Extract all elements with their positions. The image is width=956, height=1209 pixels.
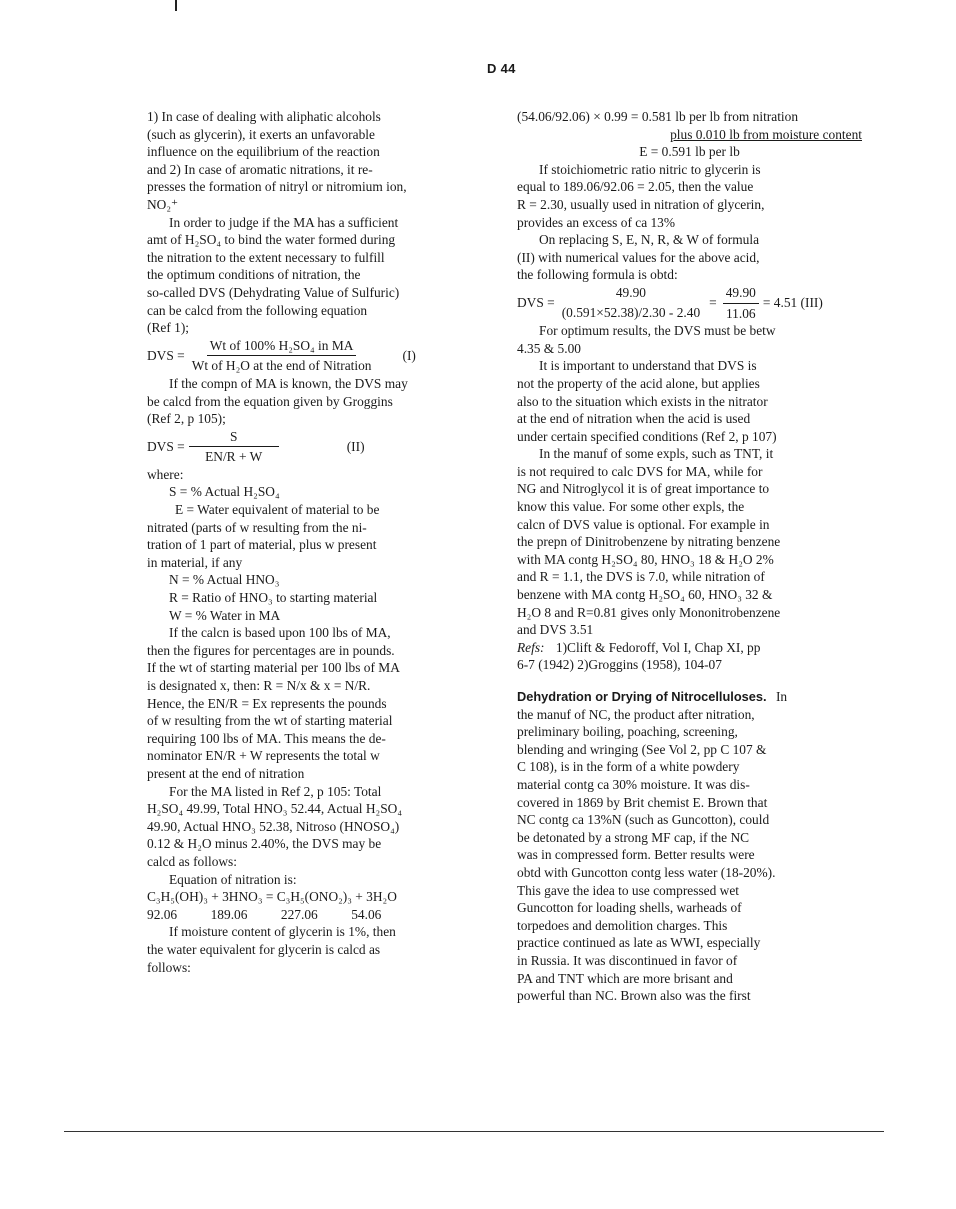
formula-denominator: Wt of H₂O at the end of Nitration xyxy=(191,358,372,374)
text-line: requiring 100 lbs of MA. This means the de- xyxy=(147,730,386,746)
text-line: 0.12 & H₂O minus 2.40%, the DVS may be xyxy=(147,836,382,852)
text-line: not the property of the acid alone, but applies xyxy=(517,375,760,391)
text-line: and R = 1.1, the DVS is 7.0, while nitration of xyxy=(517,569,765,585)
text-line: follows: xyxy=(147,959,191,975)
text-line: E = 0.591 lb per lb xyxy=(639,144,740,160)
formula-lhs: DVS = xyxy=(147,438,185,454)
text-line: 1) In case of dealing with aliphatic alcohols xyxy=(147,109,381,124)
text-line: the prepn of Dinitrobenzene by nitrating benzene xyxy=(517,534,781,550)
text-line: H₂O 8 and R=0.81 gives only Mononitrobenzene xyxy=(517,604,781,620)
text-line: If the wt of starting material per 100 lbs of MA xyxy=(147,660,400,676)
ref-entry: 1)Clift & Fedoroff, Vol I, Chap XI, pp xyxy=(555,639,761,655)
text-line: W = % Water in MA xyxy=(169,607,281,623)
text-line: It is important to understand that DVS is xyxy=(539,358,757,374)
text-line: (such as glycerin), it exerts an unfavorable xyxy=(147,126,375,142)
text-line: On replacing S, E, N, R, & W of formula xyxy=(539,232,760,248)
text-line: plus 0.010 lb from moisture content xyxy=(670,126,862,142)
text-line: (Ref 1); xyxy=(147,320,190,336)
text-line: powerful than NC. Brown also was the first xyxy=(517,988,751,1004)
formula-numerator: S xyxy=(189,428,279,448)
text-line: in material, if any xyxy=(147,554,243,570)
text-line: and DVS 3.51 xyxy=(517,622,594,638)
margin-mark xyxy=(175,0,177,11)
left-column xyxy=(147,108,469,976)
text-line: C 108), is in the form of a white powdery xyxy=(517,759,740,775)
formula-dvs-3 xyxy=(517,284,862,322)
text-line: This gave the idea to use compressed wet xyxy=(517,882,739,898)
text-line: blending and wringing (See Vol 2, pp C 107 & xyxy=(517,741,767,757)
text-line: If the calcn is based upon 100 lbs of MA, xyxy=(169,625,391,641)
text-line: be detonated by a strong MF cap, if the NC xyxy=(517,829,750,845)
text-line: If moisture content of glycerin is 1%, then xyxy=(169,924,396,940)
text-line: NC contg ca 13%N (such as Guncotton), could xyxy=(517,812,770,828)
text-line: tration of 1 part of material, plus w present xyxy=(147,537,377,553)
text-line: with MA contg H₂SO₄ 80, HNO₃ 18 & H₂O 2% xyxy=(517,551,774,567)
text-line: For the MA listed in Ref 2, p 105: Total xyxy=(169,783,382,799)
formula-denominator: 11.06 xyxy=(725,305,756,321)
text-line: calcn of DVS value is optional. For example in xyxy=(517,516,770,532)
text-line: presses the formation of nitryl or nitromium ion, xyxy=(147,179,407,195)
footer-rule xyxy=(64,1131,884,1132)
text-line: Guncotton for loading shells, warheads of xyxy=(517,900,742,916)
text-line: the following formula is obtd: xyxy=(517,267,678,283)
formula-result: = 4.51 (III) xyxy=(762,295,823,311)
formula-lhs: DVS = xyxy=(517,295,555,311)
text-line: In order to judge if the MA has a sufficient xyxy=(169,214,399,230)
text-line: the water equivalent for glycerin is calcd as xyxy=(147,941,381,957)
text-line: is not required to calc DVS for MA, while for xyxy=(517,463,763,479)
formula-denominator: (0.591×52.38)/2.30 - 2.40 xyxy=(561,305,701,321)
formula-numerator: Wt of 100% H₂SO₄ in MA xyxy=(207,337,357,357)
section-heading-line xyxy=(517,688,862,706)
formula-numerator: 49.90 xyxy=(615,285,646,301)
formula-tag: (I) xyxy=(402,348,416,364)
formula-equals: = xyxy=(709,295,717,311)
text-line: NO₂⁺ xyxy=(147,196,179,212)
text-line: can be calcd from the following equation xyxy=(147,302,368,318)
right-column xyxy=(517,108,862,1005)
ref-entry: 6-7 (1942) 2)Groggins (1958), 104-07 xyxy=(517,657,722,673)
text-line: in Russia. It was discontinued in favor of xyxy=(517,952,738,968)
text-line: the optimum conditions of nitration, the xyxy=(147,267,361,283)
formula-dvs-1 xyxy=(147,337,469,375)
text-line: at the end of nitration when the acid is used xyxy=(517,411,751,427)
text-line: practice continued as late as WWI, especially xyxy=(517,935,761,951)
text-line: provides an excess of ca 13% xyxy=(517,214,676,230)
text-line: amt of H₂SO₄ to bind the water formed during xyxy=(147,232,396,248)
text-line: 49.90, Actual HNO₃ 52.38, Nitroso (HNOSO₄) xyxy=(147,818,400,834)
text-line: present at the end of nitration xyxy=(147,765,305,781)
formula-tag: (II) xyxy=(346,438,365,454)
text-line: nitrated (parts of w resulting from the ni- xyxy=(147,519,367,535)
text-line: N = % Actual HNO₃ xyxy=(169,572,280,588)
text-line: In xyxy=(775,689,788,704)
text-line: In the manuf of some expls, such as TNT, it xyxy=(539,446,774,462)
text-line: so-called DVS (Dehydrating Value of Sulfuric) xyxy=(147,284,400,300)
text-line: (Ref 2, p 105); xyxy=(147,411,226,427)
text-line: If the compn of MA is known, the DVS may xyxy=(169,375,408,391)
text-line: Equation of nitration is: xyxy=(169,871,297,887)
text-line: the nitration to the extent necessary to fulfill xyxy=(147,249,385,265)
formula-dvs-2 xyxy=(147,428,469,466)
text-line: is designated x, then: R = N/x & x = N/R. xyxy=(147,678,371,693)
text-line: influence on the equilibrium of the reaction xyxy=(147,144,380,160)
text-line: torpedoes and demolition charges. This xyxy=(517,917,728,933)
text-line: R = 2.30, usually used in nitration of glycerin, xyxy=(517,196,765,212)
text-line: equal to 189.06/92.06 = 2.05, then the value xyxy=(517,179,754,195)
molar-masses: 92.06 189.06 227.06 54.06 xyxy=(147,906,382,922)
text-line: obtd with Guncotton contg less water (18-20%). xyxy=(517,864,776,880)
text-line: NG and Nitroglycol it is of great importance to xyxy=(517,481,770,497)
formula-denominator: EN/R + W xyxy=(205,449,263,465)
text-line: E = Water equivalent of material to be xyxy=(175,502,380,518)
text-line: S = % Actual H₂SO₄ xyxy=(169,484,280,500)
formula-lhs: DVS = xyxy=(147,348,185,364)
text-line: the manuf of NC, the product after nitration, xyxy=(517,706,755,722)
text-line: be calcd from the equation given by Groggins xyxy=(147,393,393,409)
refs-label: Refs: xyxy=(517,639,545,655)
refs-line xyxy=(517,639,862,657)
chemical-equation: C₃H₅(OH)₃ + 3HNO₃ = C₃H₅(ONO₂)₃ + 3H₂O xyxy=(147,889,397,905)
text-line: (II) with numerical values for the above acid, xyxy=(517,249,760,265)
text-line: where: xyxy=(147,466,184,482)
text-line: material contg ca 30% moisture. It was dis- xyxy=(517,776,750,792)
text-line: If stoichiometric ratio nitric to glycerin is xyxy=(539,161,761,177)
text-line: 4.35 & 5.00 xyxy=(517,340,581,356)
text-line: benzene with MA contg H₂SO₄ 60, HNO₃ 32 & xyxy=(517,587,773,603)
text-line: For optimum results, the DVS must be betw xyxy=(539,323,776,339)
text-line: (54.06/92.06) × 0.99 = 0.581 lb per lb from nitration xyxy=(517,109,799,124)
text-line: then the figures for percentages are in pounds. xyxy=(147,642,395,658)
text-line: also to the situation which exists in the nitrator xyxy=(517,393,768,409)
text-line: covered in 1869 by Brit chemist E. Brown that xyxy=(517,794,768,810)
text-line: and 2) In case of aromatic nitrations, it re- xyxy=(147,161,373,177)
text-line: Hence, the EN/R = Ex represents the pounds xyxy=(147,695,387,711)
text-line: H₂SO₄ 49.99, Total HNO₃ 52.44, Actual H₂SO₄ xyxy=(147,801,403,817)
text-line: calcd as follows: xyxy=(147,853,237,869)
text-line: under certain specified conditions (Ref 2, p 107) xyxy=(517,428,777,444)
text-line: nominator EN/R + W represents the total w xyxy=(147,748,380,764)
page-number: D 44 xyxy=(487,61,516,76)
text-line: of w resulting from the wt of starting material xyxy=(147,713,393,729)
text-line: preliminary boiling, poaching, screening, xyxy=(517,724,738,740)
text-line: R = Ratio of HNO₃ to starting material xyxy=(169,590,378,606)
formula-numerator: 49.90 xyxy=(723,284,759,304)
text-line: was in compressed form. Better results were xyxy=(517,847,755,863)
text-line: PA and TNT which are more brisant and xyxy=(517,970,733,986)
text-line: know this value. For some other expls, the xyxy=(517,499,745,515)
section-heading: Dehydration or Drying of Nitrocelluloses. xyxy=(517,689,767,704)
